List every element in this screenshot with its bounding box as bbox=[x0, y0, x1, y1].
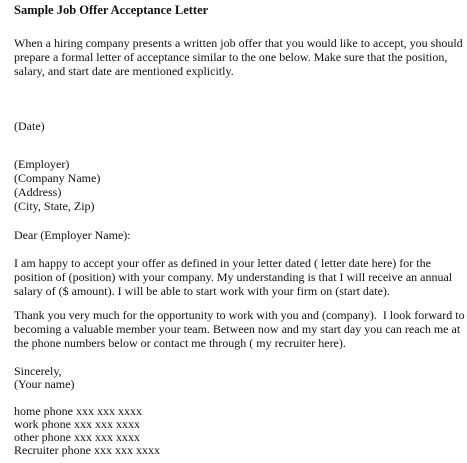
phone-line: Recruiter phone xxx xxx xxxx bbox=[14, 443, 160, 457]
body-line: I am happy to accept your offer as defined in your letter dated ( letter date here) for the bbox=[14, 256, 431, 270]
date-placeholder: (Date) bbox=[14, 119, 45, 133]
body-line: position of (position) with your company. My understanding is that I will receive an annual bbox=[14, 270, 453, 284]
document-title: Sample Job Offer Acceptance Letter bbox=[14, 3, 209, 17]
address-line: (Address) bbox=[14, 185, 62, 199]
closing-line: (Your name) bbox=[14, 377, 75, 391]
phone-line: work phone xxx xxx xxxx bbox=[14, 417, 140, 431]
salutation: Dear (Employer Name): bbox=[14, 228, 131, 242]
intro-line: prepare a formal letter of acceptance similar to the one below. Make sure that the position, bbox=[14, 50, 448, 64]
address-line: (City, State, Zip) bbox=[14, 199, 95, 213]
body-line: salary of ($ amount). I will be able to start work with your firm on (start date). bbox=[14, 284, 390, 298]
address-line: (Company Name) bbox=[14, 171, 101, 185]
address-line: (Employer) bbox=[14, 157, 70, 171]
body-line: becoming a valuable member your team. Between now and my start day you can reach me at bbox=[14, 322, 461, 336]
phone-line: home phone xxx xxx xxxx bbox=[14, 404, 142, 418]
closing-line: Sincerely, bbox=[14, 364, 62, 378]
body-line: the phone numbers below or contact me through ( my recruiter here). bbox=[14, 336, 346, 350]
body-line: Thank you very much for the opportunity to work with you and (company). I look forward to bbox=[14, 308, 465, 322]
intro-line: salary, and start date are mentioned explicitly. bbox=[14, 64, 234, 78]
phone-line: other phone xxx xxx xxxx bbox=[14, 430, 140, 444]
intro-line: When a hiring company presents a written job offer that you would like to accept, you should bbox=[14, 36, 463, 50]
